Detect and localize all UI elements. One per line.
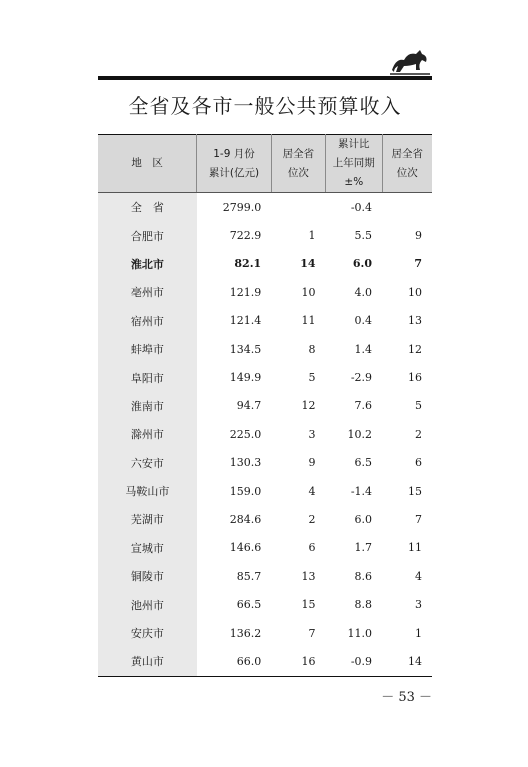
cell-change-rank: 9 <box>415 229 422 243</box>
cell-cumulative: 94.7 <box>236 399 262 413</box>
page-title: 全省及各市一般公共预算收入 <box>128 94 402 118</box>
cell-rank: 8 <box>308 342 316 356</box>
cell-rank: 9 <box>308 456 316 470</box>
cell-cumulative: 82.1 <box>234 257 262 271</box>
cell-region: 合肥市 <box>98 221 197 249</box>
cell-cumulative: 159.0 <box>229 484 262 498</box>
cell-change-rank <box>382 193 432 222</box>
cell-rank: 2 <box>308 512 316 526</box>
cell-rank: 14 <box>300 257 316 271</box>
column-header-line: 居全省 <box>391 147 424 160</box>
cell-cumulative: 66.0 <box>236 654 262 668</box>
column-header-line: 累计(亿元) <box>208 166 260 179</box>
column-header-line: 位次 <box>396 166 418 179</box>
cell-cumulative: 225.0 <box>229 427 262 441</box>
cell-region: 阜阳市 <box>98 363 197 391</box>
table-row <box>98 590 432 618</box>
table-row <box>98 335 432 363</box>
cell-cumulative: 149.9 <box>229 371 262 385</box>
cell-cumulative: 121.4 <box>229 314 262 328</box>
column-header-line: ±% <box>344 176 364 188</box>
table-row <box>98 562 432 590</box>
cell-region: 滁州市 <box>98 420 197 448</box>
cell-region: 马鞍山市 <box>98 477 197 505</box>
cell-rank: 4 <box>308 484 316 498</box>
cell-change: 0.4 <box>354 314 373 328</box>
cell-change: -0.9 <box>350 654 373 668</box>
cell-change-rank: 3 <box>415 598 422 612</box>
cell-region: 六安市 <box>98 449 197 477</box>
cell-rank: 12 <box>301 399 316 413</box>
cell-cumulative: 134.5 <box>229 342 262 356</box>
cell-change-rank: 12 <box>408 342 422 356</box>
cell-rank: 1 <box>308 229 316 243</box>
column-header-line: 居全省 <box>282 147 315 160</box>
cell-region: 芜湖市 <box>98 505 197 533</box>
table-row <box>98 363 432 391</box>
cell-cumulative: 136.2 <box>229 626 262 640</box>
cell-change: 1.4 <box>354 342 373 356</box>
table-row <box>98 278 432 306</box>
cell-cumulative: 66.5 <box>236 598 262 612</box>
cell-change: 8.6 <box>354 569 373 583</box>
cell-change: 7.6 <box>354 399 373 413</box>
cell-region: 淮南市 <box>98 392 197 420</box>
cell-rank: 5 <box>308 371 316 385</box>
cell-change-rank: 14 <box>408 654 422 668</box>
cell-change: 10.2 <box>347 427 373 441</box>
cell-region: 全 省 <box>98 193 197 222</box>
cell-rank: 16 <box>301 654 316 668</box>
cell-change-rank: 15 <box>408 484 422 498</box>
column-header-line: 地 区 <box>131 157 163 169</box>
cell-change: -0.4 <box>350 200 373 214</box>
column-header <box>326 135 383 193</box>
budget-revenue-table <box>98 134 432 677</box>
cell-change: 6.0 <box>354 512 373 526</box>
table-row <box>98 647 432 676</box>
cell-cumulative: 284.6 <box>229 512 262 526</box>
table-row <box>98 307 432 335</box>
column-header <box>271 135 325 193</box>
cell-region: 池州市 <box>98 590 197 618</box>
cell-change-rank: 5 <box>415 399 422 413</box>
cell-cumulative: 146.6 <box>229 541 262 555</box>
cell-rank <box>271 193 325 222</box>
cell-change: 11.0 <box>347 626 373 640</box>
cell-cumulative: 130.3 <box>229 456 262 470</box>
table-row <box>98 477 432 505</box>
cell-change-rank: 6 <box>415 456 422 470</box>
cell-change: 6.5 <box>354 456 373 470</box>
table-row <box>98 392 432 420</box>
cell-change: -2.9 <box>350 371 373 385</box>
cell-region: 宣城市 <box>98 534 197 562</box>
table-row <box>98 250 432 278</box>
cell-change: 6.0 <box>352 257 373 271</box>
table-header-row <box>98 135 432 193</box>
column-header <box>98 135 197 193</box>
cell-region: 安庆市 <box>98 619 197 647</box>
cell-change: 4.0 <box>354 285 373 299</box>
cell-region: 淮北市 <box>98 250 197 278</box>
cell-change-rank: 7 <box>414 257 422 271</box>
cell-change-rank: 4 <box>415 569 422 583</box>
cell-change: 1.7 <box>354 541 373 555</box>
cell-cumulative: 121.9 <box>229 285 262 299</box>
top-rule <box>98 76 432 80</box>
table-body <box>98 193 432 677</box>
cell-change: 8.8 <box>354 598 373 612</box>
column-header-line: 累计比 <box>338 138 370 150</box>
cell-change-rank: 11 <box>408 541 422 555</box>
table-row <box>98 193 432 222</box>
column-header-line: 位次 <box>287 166 309 179</box>
table-row <box>98 420 432 448</box>
cell-cumulative: 2799.0 <box>222 200 262 214</box>
table-row <box>98 619 432 647</box>
cell-region: 黄山市 <box>98 647 197 676</box>
column-header <box>197 135 271 193</box>
cell-change-rank: 13 <box>408 314 422 328</box>
cell-rank: 3 <box>308 427 316 441</box>
column-header-line: 1-9 月份 <box>213 147 255 160</box>
table-row <box>98 449 432 477</box>
column-header <box>382 135 432 193</box>
cell-region: 宿州市 <box>98 307 197 335</box>
cell-rank: 7 <box>308 626 316 640</box>
horse-emblem-icon <box>386 44 434 78</box>
column-header-line: 上年同期 <box>332 157 375 169</box>
cell-cumulative: 85.7 <box>236 569 262 583</box>
cell-change: 5.5 <box>354 229 373 243</box>
cell-region: 蚌埠市 <box>98 335 197 363</box>
cell-change-rank: 2 <box>415 427 422 441</box>
table-row <box>98 534 432 562</box>
cell-rank: 11 <box>301 314 316 328</box>
cell-change: -1.4 <box>350 484 373 498</box>
cell-cumulative: 722.9 <box>229 229 262 243</box>
cell-rank: 6 <box>308 541 316 555</box>
table-row <box>98 505 432 533</box>
cell-region: 亳州市 <box>98 278 197 306</box>
cell-rank: 13 <box>301 569 316 583</box>
cell-change-rank: 10 <box>408 285 422 299</box>
cell-change-rank: 7 <box>415 512 422 526</box>
table-row <box>98 221 432 249</box>
cell-change-rank: 16 <box>408 371 422 385</box>
cell-rank: 10 <box>301 285 316 299</box>
cell-region: 铜陵市 <box>98 562 197 590</box>
cell-change-rank: 1 <box>415 626 422 640</box>
cell-rank: 15 <box>301 598 316 612</box>
page-number: － 53 － <box>381 690 432 705</box>
